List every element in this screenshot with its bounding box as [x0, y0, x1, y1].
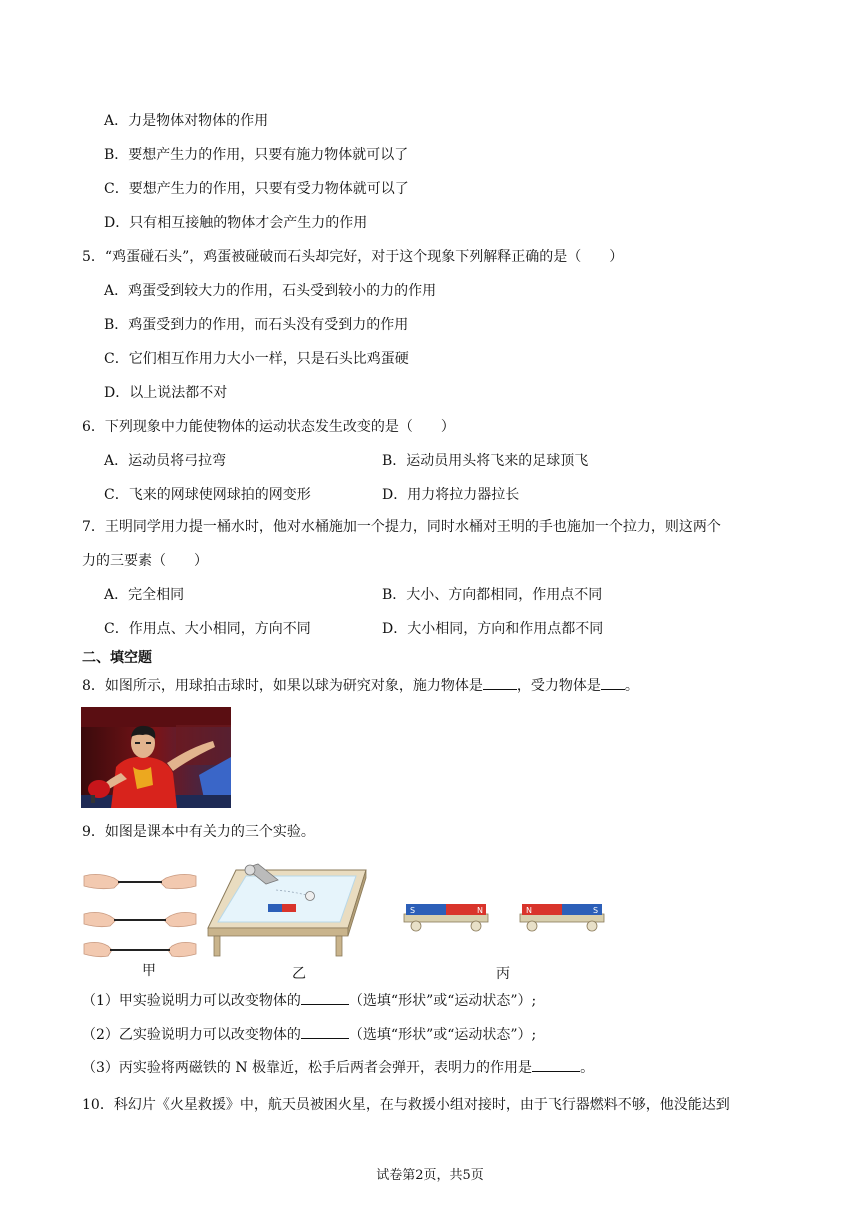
q9-sub1-part1: （1）甲实验说明力可以改变物体的 [82, 993, 301, 1009]
q9-sub3-part2: 。 [580, 1060, 595, 1076]
q6-option-d: D．用力将拉力器拉长 [382, 487, 520, 503]
q7-option-d: D．大小相同，方向和作用点都不同 [382, 621, 604, 637]
q8-stem-part1: 8．如图所示，用球拍击球时，如果以球为研究对象，施力物体是 [82, 678, 483, 694]
q5-option-a: A．鸡蛋受到较大力的作用，石头受到较小的力的作用 [104, 283, 437, 299]
magnet1-pole-right: N [477, 906, 483, 915]
q9-sub2-part1: （2）乙实验说明力可以改变物体的 [82, 1027, 301, 1043]
q9-sub1-part2: （选填“形状”或“运动状态”）; [348, 993, 537, 1009]
label-bing: 丙 [496, 966, 510, 982]
q6-option-c: C．飞来的网球使网球拍的网变形 [104, 487, 311, 503]
q6-option-a: A．运动员将弓拉弯 [104, 453, 227, 469]
q9-sub2 [82, 1025, 536, 1044]
q5-option-d: D．以上说法都不对 [104, 385, 228, 401]
q8-stem [82, 676, 639, 695]
q9-sub1 [82, 991, 536, 1010]
magnet1-pole-left: S [410, 906, 416, 915]
q8-stem-part2: ，受力物体是 [516, 678, 601, 694]
label-jia: 甲 [142, 963, 156, 979]
q9-sub2-blank[interactable] [301, 1025, 349, 1039]
q4-option-d: D．只有相互接触的物体才会产生力的作用 [104, 215, 368, 231]
q9-sub1-blank[interactable] [301, 991, 349, 1005]
q9-stem: 9．如图是课本中有关力的三个实验。 [82, 824, 315, 840]
q7-stem-line2: 力的三要素（ ） [82, 553, 208, 569]
q9-sub3 [82, 1058, 594, 1077]
q4-option-c: C．要想产生力的作用，只要有受力物体就可以了 [104, 181, 409, 197]
q6-option-b: B．运动员用头将飞来的足球顶飞 [382, 453, 589, 469]
q9-sub2-part2: （选填“形状”或“运动状态”）; [348, 1027, 537, 1043]
q8-blank-2[interactable] [601, 676, 625, 690]
q5-stem: 5．“鸡蛋碰石头”，鸡蛋被碰破而石头却完好，对于这个现象下列解释正确的是（ ） [82, 249, 624, 265]
q10-stem: 10．科幻片《火星救援》中，航天员被困火星，在与救援小组对接时，由于飞行器燃料不够，他没能达到 [82, 1097, 730, 1113]
q7-stem-line1: 7．王明同学用力提一桶水时，他对水桶施加一个提力，同时水桶对王明的手也施加一个拉力，则这两个 [82, 519, 721, 535]
q8-stem-part3: 。 [624, 678, 639, 694]
q5-option-b: B．鸡蛋受到力的作用，而石头没有受到力的作用 [104, 317, 409, 333]
q4-option-a: A．力是物体对物体的作用 [104, 113, 269, 129]
label-yi: 乙 [292, 966, 306, 982]
magnet2-pole-right: S [593, 906, 599, 915]
experiment-jia-figure [80, 868, 200, 960]
experiment-bing-figure [400, 896, 610, 938]
q6-stem: 6．下列现象中力能使物体的运动状态发生改变的是（ ） [82, 419, 455, 435]
q9-sub3-part1: （3）丙实验将两磁铁的 N 极靠近，松手后两者会弹开，表明力的作用是 [82, 1060, 533, 1076]
q8-blank-1[interactable] [483, 676, 517, 690]
magnet2-pole-left: N [526, 906, 532, 915]
q7-option-b: B．大小、方向都相同，作用点不同 [382, 587, 603, 603]
table-tennis-player-photo [81, 707, 231, 808]
q4-option-b: B．要想产生力的作用，只要有施力物体就可以了 [104, 147, 409, 163]
q9-sub3-blank[interactable] [532, 1058, 580, 1072]
q7-option-c: C．作用点、大小相同，方向不同 [104, 621, 311, 637]
experiment-yi-figure [206, 862, 372, 962]
section-title: 二、填空题 [82, 650, 152, 666]
page-footer: 试卷第2页，共5页 [376, 1168, 484, 1183]
q7-option-a: A．完全相同 [104, 587, 185, 603]
q5-option-c: C．它们相互作用力大小一样，只是石头比鸡蛋硬 [104, 351, 409, 367]
